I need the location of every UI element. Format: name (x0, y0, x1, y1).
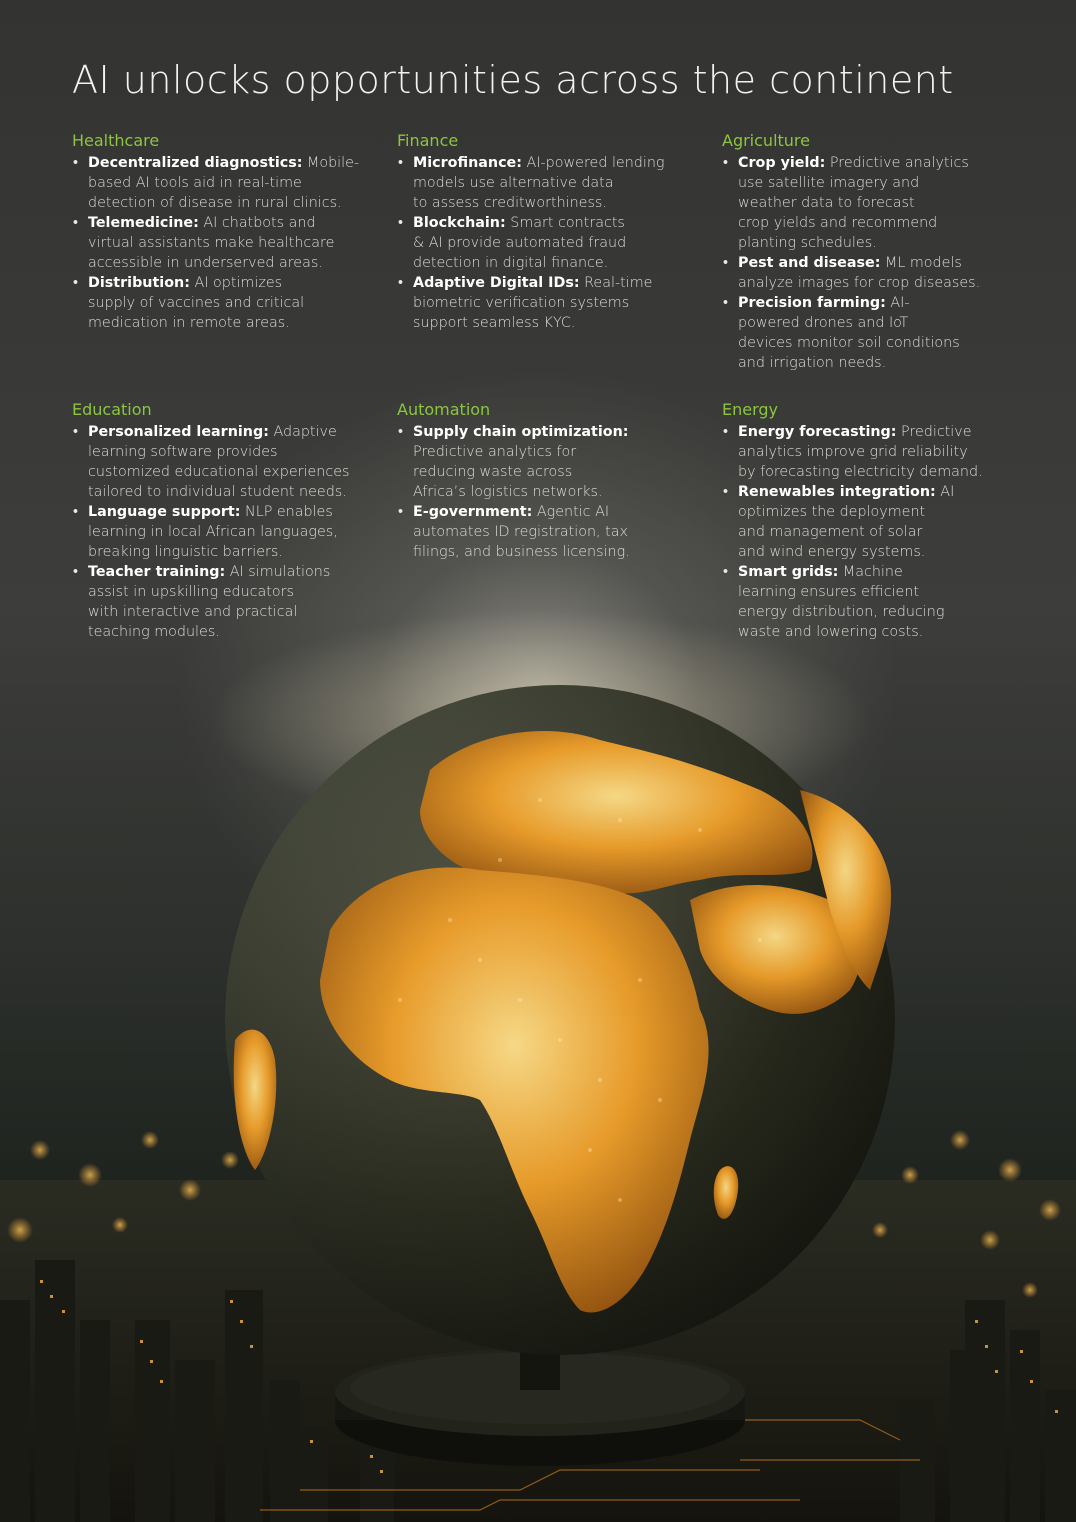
item-text: Agentic AI automates ID registration, tax filings, and business licensing. (413, 504, 630, 560)
item-text: Adaptive learning software provides customized educational experiences tailored to individual student needs. (88, 424, 350, 500)
section-agriculture (722, 131, 1042, 373)
list-item (397, 213, 717, 273)
section-healthcare (72, 131, 392, 333)
list-item (72, 273, 392, 333)
item-text: AI-powered lending models use alternative data to assess creditworthiness. (413, 155, 665, 211)
section-heading: Energy (722, 400, 779, 419)
item-text: ML models analyze images for crop diseases. (738, 255, 981, 291)
bullet-list (722, 153, 1042, 373)
item-term: Decentralized diagnostics: (88, 155, 303, 171)
item-term: Personalized learning: (88, 424, 269, 440)
item-term: Telemedicine: (88, 215, 199, 231)
list-item (397, 422, 717, 502)
item-term: Language support: (88, 504, 241, 520)
item-text: Machine learning ensures efficient energy distribution, reducing waste and lowering costs. (738, 564, 945, 640)
item-term: Supply chain optimization: (413, 424, 629, 440)
section-heading: Agriculture (722, 131, 810, 150)
list-item (72, 562, 392, 642)
item-text: AI simulations assist in upskilling educators with interactive and practical teaching modules. (88, 564, 331, 640)
item-term: Renewables integration: (738, 484, 936, 500)
item-term: Distribution: (88, 275, 190, 291)
item-text: Predictive analytics use satellite imagery and weather data to forecast crop yields and recommend planting schedules. (738, 155, 969, 251)
item-term: Pest and disease: (738, 255, 881, 271)
list-item (722, 562, 1042, 642)
item-text: AI optimizes the deployment and management of solar and wind energy systems. (738, 484, 955, 560)
item-text: AI optimizes supply of vaccines and critical medication in remote areas. (88, 275, 305, 331)
section-automation (397, 400, 717, 562)
item-term: Smart grids: (738, 564, 839, 580)
bullet-list (397, 153, 717, 333)
list-item (722, 293, 1042, 373)
item-term: Energy forecasting: (738, 424, 897, 440)
section-education (72, 400, 392, 642)
section-heading: Automation (397, 400, 491, 419)
list-item (72, 422, 392, 502)
item-term: Teacher training: (88, 564, 226, 580)
item-text: AI- powered drones and IoT devices monitor soil conditions and irrigation needs. (738, 295, 960, 371)
list-item (722, 482, 1042, 562)
item-term: Blockchain: (413, 215, 506, 231)
bullet-list (722, 422, 1042, 642)
item-text: Predictive analytics for reducing waste across Africa’s logistics networks. (413, 444, 603, 500)
item-term: Microfinance: (413, 155, 522, 171)
list-item (72, 213, 392, 273)
bullet-list (397, 422, 717, 562)
bullet-list (72, 153, 392, 333)
list-item (397, 502, 717, 562)
section-heading: Healthcare (72, 131, 160, 150)
list-item (722, 153, 1042, 253)
item-text: Real-time biometric verification systems support seamless KYC. (413, 275, 653, 331)
list-item (722, 422, 1042, 482)
item-term: E-government: (413, 504, 533, 520)
section-heading: Finance (397, 131, 459, 150)
item-text: Mobile- based AI tools aid in real-time detection of disease in rural clinics. (88, 155, 360, 211)
item-text: NLP enables learning in local African languages, breaking linguistic barriers. (88, 504, 338, 560)
item-term: Crop yield: (738, 155, 826, 171)
list-item (397, 153, 717, 213)
globe-pedestal (335, 1348, 745, 1466)
page-title: AI unlocks opportunities across the continent (72, 58, 954, 102)
item-term: Adaptive Digital IDs: (413, 275, 580, 291)
bullet-list (72, 422, 392, 642)
list-item (397, 273, 717, 333)
list-item (72, 502, 392, 562)
section-finance (397, 131, 717, 333)
section-heading: Education (72, 400, 152, 419)
item-text: AI chatbots and virtual assistants make healthcare accessible in underserved areas. (88, 215, 335, 271)
section-energy (722, 400, 1042, 642)
list-item (722, 253, 1042, 293)
list-item (72, 153, 392, 213)
item-term: Precision farming: (738, 295, 886, 311)
item-text: Predictive analytics improve grid reliability by forecasting electricity demand. (738, 424, 983, 480)
item-text: Smart contracts & AI provide automated fraud detection in digital finance. (413, 215, 627, 271)
